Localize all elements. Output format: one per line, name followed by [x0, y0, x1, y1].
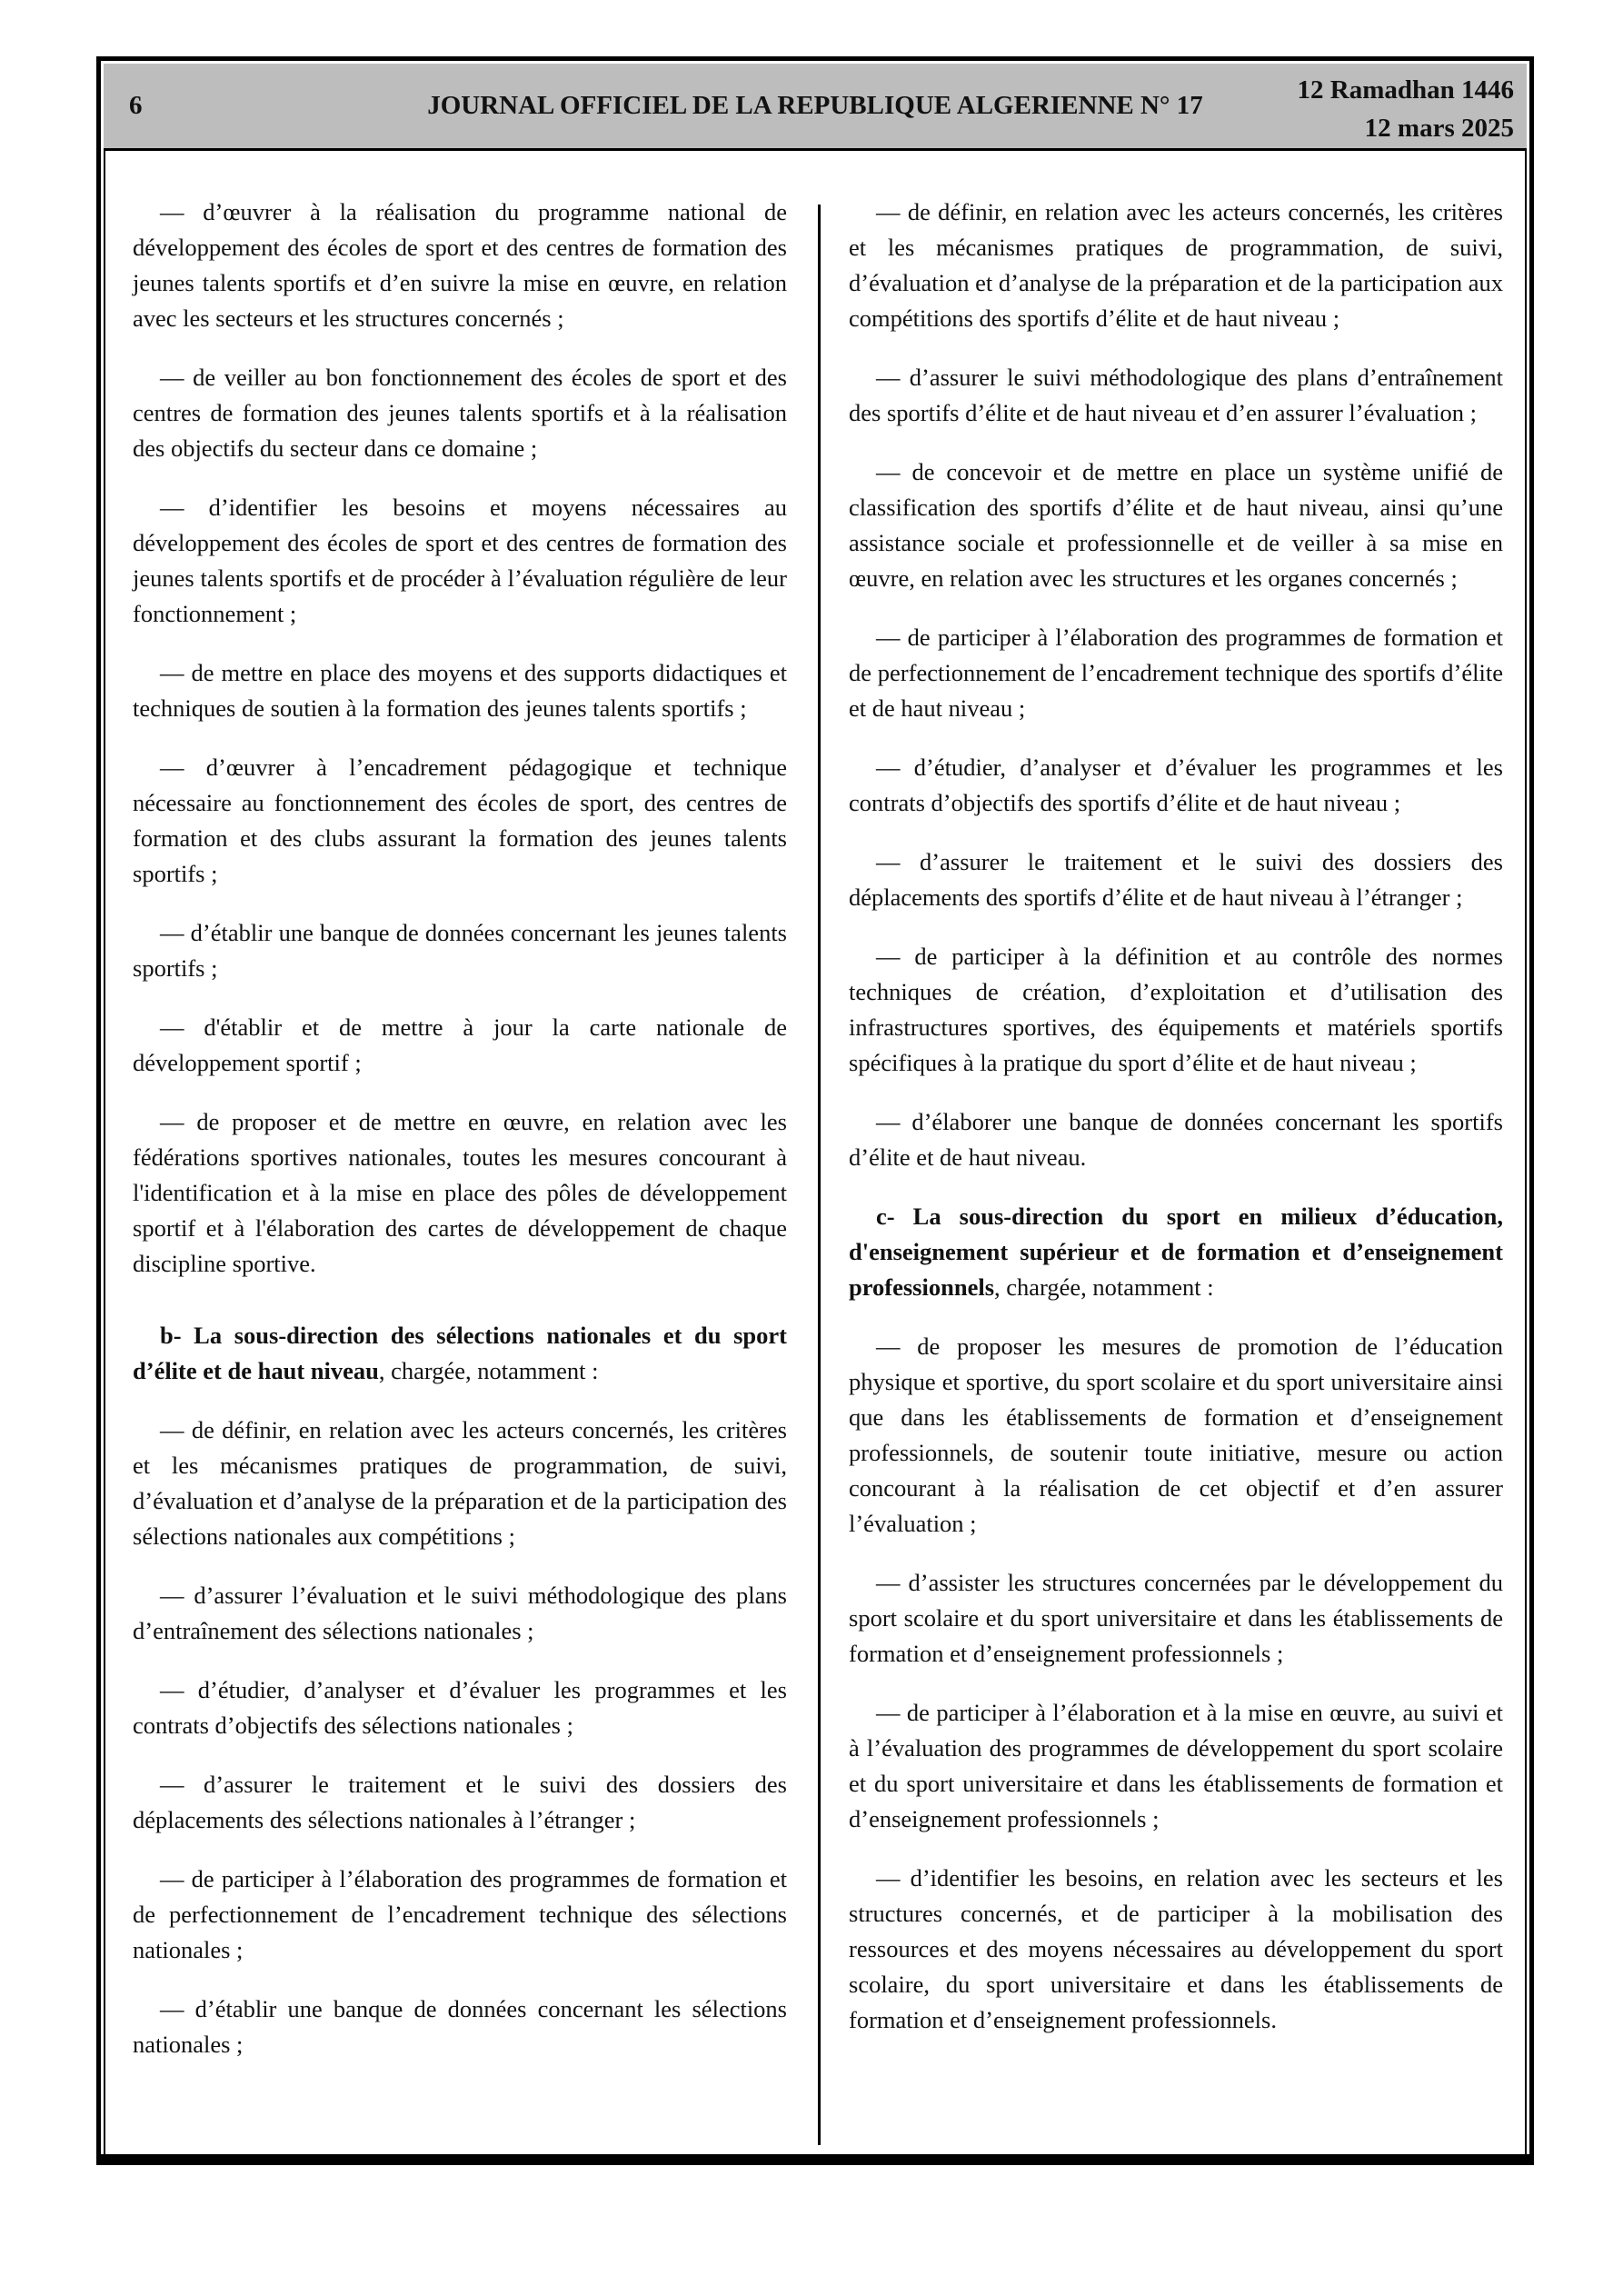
paragraph: — de veiller au bon fonctionnement des écoles de sport et des centres de formation des jeunes talents sportifs et à la réalisation des objectifs du secteur dans ce domaine ; — [133, 364, 787, 462]
paragraph: — d'établir et de mettre à jour la carte nationale de développement sportif ; — [133, 1013, 787, 1076]
paragraph: — de proposer les mesures de promotion de l’éducation physique et sportive, du sport scolaire et du sport universitaire ainsi que dans les établissements de formation et d’enseignement professionnels, de soutenir toute initiative, mesure ou action concourant à la réalisation de cet objectif et d’en assurer l’évaluation ; — [849, 1333, 1503, 1537]
paragraph: — de définir, en relation avec les acteurs concernés, les critères et les mécanismes pratiques de programmation, de suivi, d’évaluation et d’analyse de la préparation et de la participation aux compétitions des sportifs d’élite et de haut niveau ; — [849, 198, 1503, 332]
paragraph: — d’étudier, d’analyser et d’évaluer les programmes et les contrats d’objectifs des sportifs d’élite et de haut niveau ; — [849, 754, 1503, 816]
paragraph: — de participer à l’élaboration des programmes de formation et de perfectionnement de l’encadrement technique des sélections nationales ; — [133, 1865, 787, 1963]
paragraph: — d’élaborer une banque de données concernant les sportifs d’élite et de haut niveau. — [849, 1108, 1503, 1171]
subsection-b-heading — [133, 1318, 787, 1389]
paragraph: — de mettre en place des moyens et des supports didactiques et techniques de soutien à la formation des jeunes talents sportifs ; — [133, 659, 787, 722]
page-header — [104, 64, 1527, 151]
paragraph: — de définir, en relation avec les acteurs concernés, les critères et les mécanismes pratiques de programmation, de suivi, d’évaluation et d’analyse de la préparation et de la participation des sélections nationales aux compétitions ; — [133, 1416, 787, 1550]
paragraph: — d’établir une banque de données concernant les jeunes talents sportifs ; — [133, 919, 787, 982]
right-column — [849, 195, 1503, 2061]
paragraph: — d’assister les structures concernées par le développement du sport scolaire et du sport universitaire et dans les établissements de formation et d’enseignement professionnels ; — [849, 1569, 1503, 1667]
paragraph: — de participer à l’élaboration et à la mise en œuvre, au suivi et à l’évaluation des programmes de développement du sport scolaire et du sport universitaire et dans les établissements de formation et d’enseignement professionnels ; — [849, 1699, 1503, 1832]
subsection-b-rest: , chargée, notamment : — [378, 1357, 599, 1384]
paragraph: — d’étudier, d’analyser et d’évaluer les programmes et les contrats d’objectifs des sélections nationales ; — [133, 1676, 787, 1739]
paragraph: — d’identifier les besoins et moyens nécessaires au développement des écoles de sport et des centres de formation des jeunes talents sportifs et de procéder à l’évaluation régulière de leur fonctionnement ; — [133, 494, 787, 627]
paragraph: — d’assurer l’évaluation et le suivi méthodologique des plans d’entraînement des sélections nationales ; — [133, 1582, 787, 1644]
page-border-shadow — [101, 2154, 1534, 2161]
paragraph: — d’assurer le traitement et le suivi des dossiers des déplacements des sélections nationales à l’étranger ; — [133, 1771, 787, 1833]
journal-title: JOURNAL OFFICIEL DE LA REPUBLIQUE ALGERIENNE N° 17 — [427, 91, 1203, 120]
paragraph: — d’œuvrer à la réalisation du programme national de développement des écoles de sport et des centres de formation des jeunes talents sportifs et d’en suivre la mise en œuvre, en relation avec les secteurs et les structures concernés ; — [133, 198, 787, 332]
paragraph: — d’identifier les besoins, en relation avec les secteurs et les structures concernés, et de participer à la mobilisation des ressources et des moyens nécessaires au développement du sport scolaire, du sport universitaire et dans les établissements de formation et d’enseignement professionnels. — [849, 1864, 1503, 2033]
paragraph: — de participer à l’élaboration des programmes de formation et de perfectionnement de l’encadrement technique des sportifs d’élite et de haut niveau ; — [849, 624, 1503, 722]
subsection-c-title: c- La sous-direction du sport en milieux d’éducation, d'enseignement supérieur et de formation et d’enseignement professionnels — [849, 1203, 1503, 1301]
paragraph: — de participer à la définition et au contrôle des normes techniques de création, d’exploitation et d’utilisation des infrastructures sportives, des équipements et matériels sportifs spécifiques à la pratique du sport d’élite et de haut niveau ; — [849, 943, 1503, 1076]
paragraph: — d’assurer le traitement et le suivi des dossiers des déplacements des sportifs d’élite et de haut niveau à l’étranger ; — [849, 848, 1503, 911]
paragraph: — d’œuvrer à l’encadrement pédagogique et technique nécessaire au fonctionnement des écoles de sport, des centres de formation et des clubs assurant la formation des jeunes talents sportifs ; — [133, 754, 787, 887]
subsection-c-heading — [849, 1199, 1503, 1305]
page-number: 6 — [129, 91, 143, 120]
issue-date — [1298, 71, 1515, 147]
paragraph: — d’établir une banque de données concernant les sélections nationales ; — [133, 1995, 787, 2058]
paragraph: — d’assurer le suivi méthodologique des plans d’entraînement des sportifs d’élite et de haut niveau et d’en assurer l’évaluation ; — [849, 364, 1503, 426]
column-divider — [818, 205, 821, 2145]
paragraph: — de concevoir et de mettre en place un système unifié de classification des sportifs d’élite et de haut niveau, ainsi qu’une assistance sociale et professionnelle et de veiller à sa mise en œuvre, en relation avec les structures et les organes concernés ; — [849, 458, 1503, 592]
date-hijri: 12 Ramadhan 1446 — [1297, 75, 1514, 105]
date-gregorian: 12 mars 2025 — [1364, 114, 1514, 143]
subsection-c-rest: , chargée, notamment : — [994, 1273, 1214, 1301]
subsection-b-title: b- La sous-direction des sélections nationales et du sport d’élite et de haut niveau — [133, 1322, 787, 1384]
left-column — [133, 195, 787, 2086]
paragraph: — de proposer et de mettre en œuvre, en relation avec les fédérations sportives nationales, toutes les mesures concourant à l'identification et à la mise en place des pôles de développement sportif et à l'élaboration des cartes de développement de chaque discipline sportive. — [133, 1108, 787, 1277]
